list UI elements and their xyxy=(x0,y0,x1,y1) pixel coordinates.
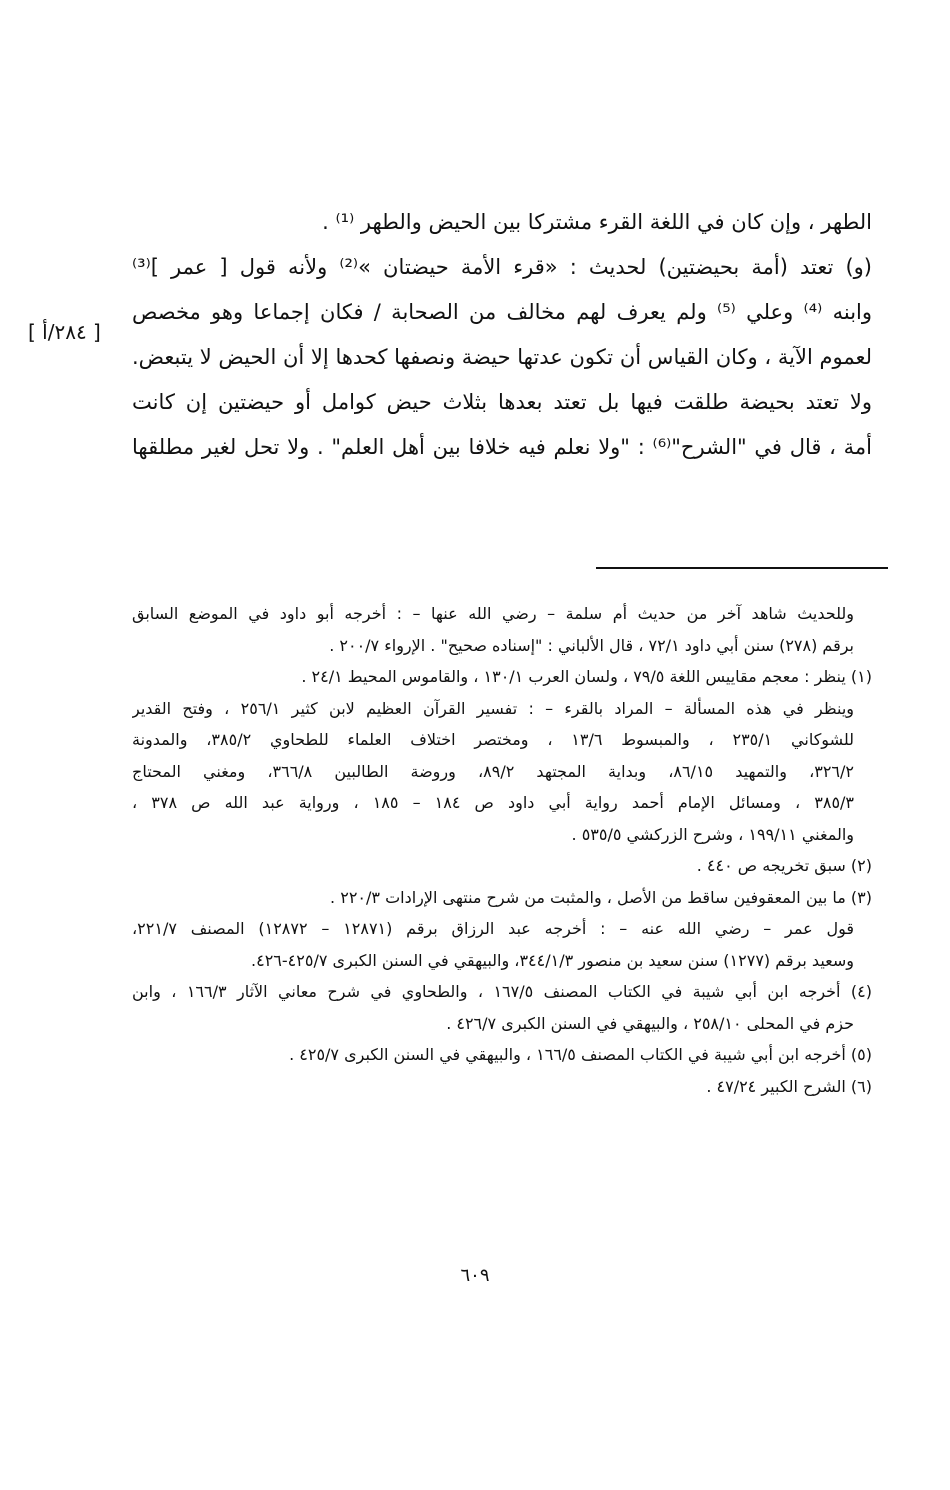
footnote-line: وينظر في هذه المسألة – المراد بالقرء – : تفسير القرآن العظيم لابن كثير ٢٥٦/١ ، وفتح القدير xyxy=(132,698,855,718)
footnote-line: (٦) الشرح الكبير ٤٧/٢٤ . xyxy=(706,1076,872,1096)
main-text-line: وابنه ⁽⁴⁾ وعلي ⁽⁵⁾ ولم يعرف لهم مخالف من الصحابة / فكان إجماعا وهو مخصص xyxy=(132,300,872,324)
footnote-line: (١) ينظر : معجم مقاييس اللغة ٧٩/٥ ، ولسان العرب ١٣٠/١ ، والقاموس المحيط ٢٤/١ . xyxy=(301,667,872,686)
footnotes-block xyxy=(132,598,872,1102)
main-text-line: لعموم الآية ، وكان القياس أن تكون عدتها حيضة ونصفها كحدها إلا أن الحيض لا يتبعض. xyxy=(132,345,872,369)
footnote-line: والمغني ١٩٩/١١ ، وشرح الزركشي ٥٣٥/٥ . xyxy=(571,824,854,844)
footnote-line: قول عمر – رضي الله عنه – : أخرجه عبد الرزاق برقم (١٢٨٧١ – ١٢٨٧٢) المصنف ٢٢١/٧، xyxy=(132,919,855,938)
main-text-line: (و) تعتد (أمة بحيضتين) لحديث : «قرء الأمة حيضتان »⁽²⁾ ولأنه قول [ عمر ]⁽³⁾ xyxy=(132,255,872,279)
main-text-block xyxy=(132,200,872,470)
manuscript-folio-marker: [ ٢٨٤/أ ] xyxy=(28,320,101,344)
footnote-line: (٤) أخرجه ابن أبي شيبة في الكتاب المصنف ١٦٧/٥ ، والطحاوي في شرح معاني الآثار ١٦٦/٣ ، وابن xyxy=(132,982,872,1001)
main-text-line: أمة ، قال في "الشرح"⁽⁶⁾ : "ولا نعلم فيه خلافا بين أهل العلم" . ولا تحل لغير مطلقها xyxy=(132,435,872,459)
footnote-line: برقم (٢٧٨) سنن أبي داود ٧٢/١ ، قال الألباني : "إسناده صحيح" . الإرواء ٢٠٠/٧ . xyxy=(329,635,854,655)
footnote-line: (٥) أخرجه ابن أبي شيبة في الكتاب المصنف ١٦٦/٥ ، والبيهقي في السنن الكبرى ٤٢٥/٧ . xyxy=(289,1045,872,1064)
footnote-separator xyxy=(596,567,888,569)
page-number: ٦٠٩ xyxy=(460,1265,490,1286)
footnote-line: وسعيد برقم (١٢٧٧) سنن سعيد بن منصور ٣٤٤/١/٣، والبيهقي في السنن الكبرى ٤٢٥/٧-٤٢٦. xyxy=(251,950,854,970)
main-text-line: ولا تعتد بحيضة طلقت فيها بل تعتد بعدها بثلاث حيض كوامل أو حيضتين إن كانت xyxy=(132,390,872,414)
footnote-line: ٣٨٥/٣ ، ومسائل الإمام أحمد رواية أبي داود ص ١٨٤ – ١٨٥ ، ورواية عبد الله ص ٣٧٨ ، xyxy=(132,793,855,812)
footnote-line: وللحديث شاهد آخر من حديث أم سلمة – رضي الله عنها – : أخرجه أبو داود في الموضع السابق xyxy=(132,604,854,623)
main-text-line: الطهر ، وإن كان في اللغة القرء مشتركا بين الحيض والطهر ⁽¹⁾ . xyxy=(322,210,872,234)
footnote-line: ٣٢٦/٢، والتمهيد ٨٦/١٥، وبداية المجتهد ٨٩/٢، وروضة الطالبين ٣٦٦/٨، ومغني المحتاج xyxy=(132,761,854,781)
footnote-line: حزم في المحلى ٢٥٨/١٠ ، والبيهقي في السنن الكبرى ٤٢٦/٧ . xyxy=(446,1013,854,1033)
footnote-line: للشوكاني ٢٣٥/١ ، والمبسوط ١٣/٦ ، ومختصر اختلاف العلماء للطحاوي ٣٨٥/٢، والمدونة xyxy=(132,730,855,749)
footnote-line: (٣) ما بين المعقوفين ساقط من الأصل ، والمثبت من شرح منتهى الإرادات ٢٢٠/٣ . xyxy=(330,887,872,907)
footnote-line: (٢) سبق تخريجه ص ٤٤٠ . xyxy=(696,856,872,875)
